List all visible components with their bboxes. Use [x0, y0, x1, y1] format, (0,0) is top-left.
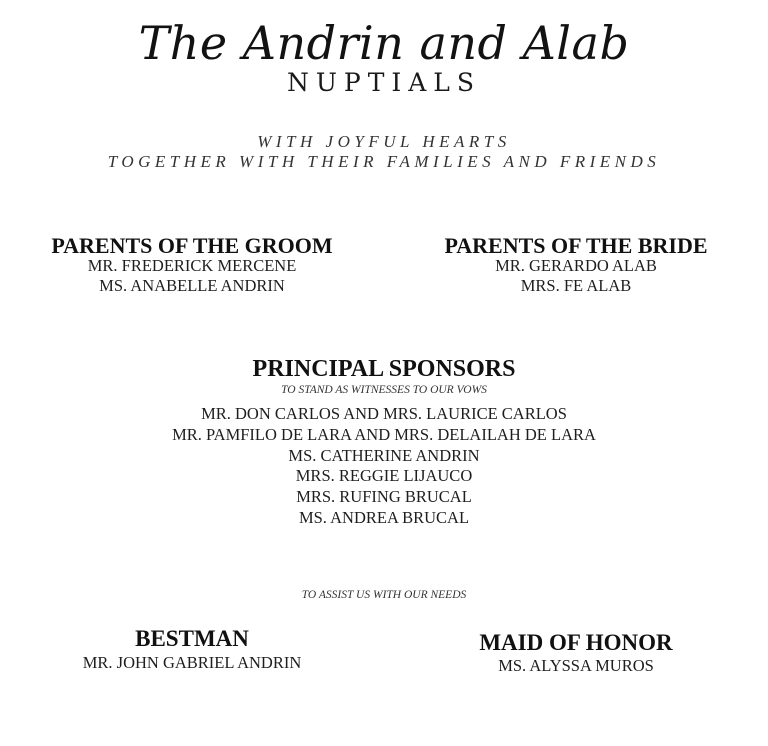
parents-bride-heading: PARENTS OF THE BRIDE	[444, 233, 708, 258]
sponsor-name: MS. CATHERINE ANDRIN	[288, 446, 480, 465]
parents-groom-heading: PARENTS OF THE GROOM	[51, 233, 333, 258]
bestman-name: MR. JOHN GABRIEL ANDRIN	[82, 653, 302, 672]
assist-note: TO ASSIST US WITH OUR NEEDS	[301, 589, 467, 601]
sponsor-name: MS. ANDREA BRUCAL	[298, 508, 470, 527]
parents-groom-name: MR. FREDERICK MERCENE	[87, 256, 297, 275]
intro-line-1: WITH JOYFUL HEARTS	[257, 132, 511, 151]
sponsor-name: MRS. REGGIE LIJAUCO	[295, 466, 473, 485]
sponsor-name: MR. DON CARLOS AND MRS. LAURICE CARLOS	[201, 404, 567, 423]
parents-bride-name: MR. GERARDO ALAB	[495, 256, 657, 275]
parents-groom-name: MS. ANABELLE ANDRIN	[99, 276, 285, 295]
page-subtitle: NUPTIALS	[286, 68, 482, 97]
maid-of-honor-name: MS. ALYSSA MUROS	[498, 656, 654, 675]
sponsor-name: MR. PAMFILO DE LARA AND MRS. DELAILAH DE LARA	[172, 425, 596, 444]
parents-bride-name: MRS. FE ALAB	[520, 276, 632, 295]
principal-sponsors-note: TO STAND AS WITNESSES TO OUR VOWS	[281, 384, 487, 396]
bestman-heading: BESTMAN	[135, 626, 249, 651]
sponsor-name: MRS. RUFING BRUCAL	[296, 487, 472, 506]
intro-line-2: TOGETHER WITH THEIR FAMILIES AND FRIENDS	[107, 152, 661, 171]
maid-of-honor-heading: MAID OF HONOR	[479, 630, 673, 655]
principal-sponsors-heading: PRINCIPAL SPONSORS	[252, 356, 516, 382]
script-title: The Andrin and Alab	[138, 16, 630, 70]
